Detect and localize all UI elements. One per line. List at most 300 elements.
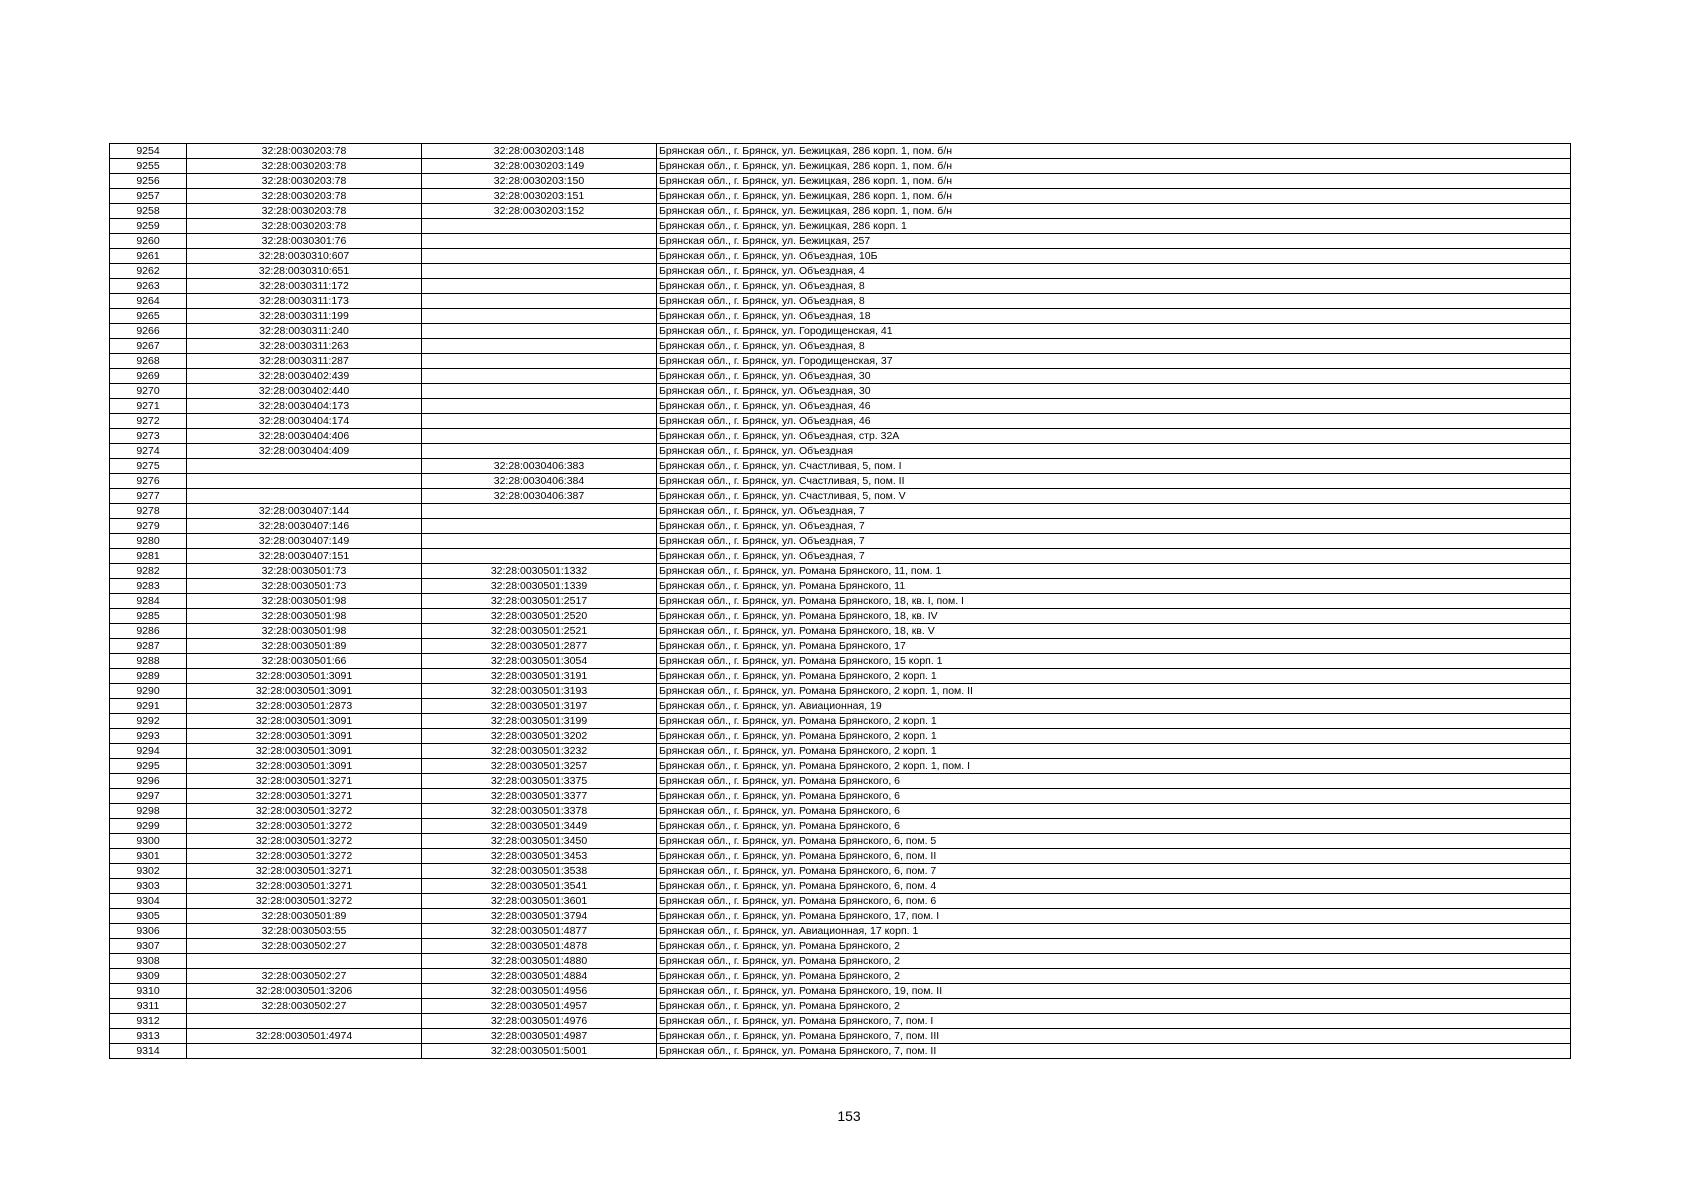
row-number-cell: 9313 <box>110 1029 187 1044</box>
cadastral-number-cell <box>422 324 657 339</box>
parent-cadastral-number-cell: 32:28:0030407:149 <box>187 534 422 549</box>
parent-cadastral-number-cell: 32:28:0030501:3091 <box>187 759 422 774</box>
cadastral-number-cell: 32:28:0030501:4880 <box>422 954 657 969</box>
table-row <box>110 549 1571 564</box>
row-number-cell: 9286 <box>110 624 187 639</box>
table-row <box>110 789 1571 804</box>
table-row <box>110 219 1571 234</box>
row-number-cell: 9307 <box>110 939 187 954</box>
table-row <box>110 504 1571 519</box>
cadastral-number-cell: 32:28:0030501:3191 <box>422 669 657 684</box>
address-cell: Брянская обл., г. Брянск, ул. Объездная, 10Б <box>657 249 1571 264</box>
cadastral-number-cell <box>422 234 657 249</box>
table-row <box>110 804 1571 819</box>
table-row <box>110 864 1571 879</box>
table-row <box>110 204 1571 219</box>
table-row <box>110 159 1571 174</box>
table-row <box>110 309 1571 324</box>
row-number-cell: 9294 <box>110 744 187 759</box>
address-cell: Брянская обл., г. Брянск, ул. Романа Брянского, 6, пом. 4 <box>657 879 1571 894</box>
address-cell: Брянская обл., г. Брянск, ул. Объездная <box>657 444 1571 459</box>
parent-cadastral-number-cell <box>187 459 422 474</box>
row-number-cell: 9284 <box>110 594 187 609</box>
row-number-cell: 9265 <box>110 309 187 324</box>
row-number-cell: 9264 <box>110 294 187 309</box>
table-row <box>110 684 1571 699</box>
row-number-cell: 9254 <box>110 144 187 159</box>
cadastral-number-cell: 32:28:0030501:1339 <box>422 579 657 594</box>
parent-cadastral-number-cell: 32:28:0030501:89 <box>187 909 422 924</box>
table-row <box>110 1044 1571 1059</box>
row-number-cell: 9304 <box>110 894 187 909</box>
address-cell: Брянская обл., г. Брянск, ул. Счастливая, 5, пом. I <box>657 459 1571 474</box>
address-cell: Брянская обл., г. Брянск, ул. Объездная, 18 <box>657 309 1571 324</box>
row-number-cell: 9266 <box>110 324 187 339</box>
table-row <box>110 264 1571 279</box>
table-row <box>110 414 1571 429</box>
row-number-cell: 9300 <box>110 834 187 849</box>
address-cell: Брянская обл., г. Брянск, ул. Романа Брянского, 6 <box>657 774 1571 789</box>
row-number-cell: 9298 <box>110 804 187 819</box>
parent-cadastral-number-cell: 32:28:0030311:173 <box>187 294 422 309</box>
table-row <box>110 594 1571 609</box>
table-row <box>110 249 1571 264</box>
address-cell: Брянская обл., г. Брянск, ул. Бежицкая, 286 корп. 1, пом. б/н <box>657 189 1571 204</box>
address-cell: Брянская обл., г. Брянск, ул. Объездная, 46 <box>657 399 1571 414</box>
row-number-cell: 9267 <box>110 339 187 354</box>
table-row <box>110 354 1571 369</box>
parent-cadastral-number-cell: 32:28:0030203:78 <box>187 144 422 159</box>
row-number-cell: 9283 <box>110 579 187 594</box>
parent-cadastral-number-cell: 32:28:0030502:27 <box>187 939 422 954</box>
address-cell: Брянская обл., г. Брянск, ул. Объездная, 30 <box>657 384 1571 399</box>
parent-cadastral-number-cell: 32:28:0030501:3091 <box>187 744 422 759</box>
address-cell: Брянская обл., г. Брянск, ул. Романа Брянского, 19, пом. II <box>657 984 1571 999</box>
parent-cadastral-number-cell: 32:28:0030311:263 <box>187 339 422 354</box>
table-row <box>110 819 1571 834</box>
row-number-cell: 9255 <box>110 159 187 174</box>
cadastral-number-cell: 32:28:0030501:4987 <box>422 1029 657 1044</box>
parent-cadastral-number-cell: 32:28:0030203:78 <box>187 174 422 189</box>
address-cell: Брянская обл., г. Брянск, ул. Романа Брянского, 6, пом. 6 <box>657 894 1571 909</box>
row-number-cell: 9303 <box>110 879 187 894</box>
table-row <box>110 324 1571 339</box>
parent-cadastral-number-cell: 32:28:0030311:199 <box>187 309 422 324</box>
row-number-cell: 9287 <box>110 639 187 654</box>
cadastral-number-cell: 32:28:0030501:3453 <box>422 849 657 864</box>
row-number-cell: 9256 <box>110 174 187 189</box>
parent-cadastral-number-cell: 32:28:0030501:3271 <box>187 879 422 894</box>
address-cell: Брянская обл., г. Брянск, ул. Романа Брянского, 2 корп. 1 <box>657 669 1571 684</box>
parent-cadastral-number-cell <box>187 474 422 489</box>
parent-cadastral-number-cell: 32:28:0030501:3271 <box>187 789 422 804</box>
table-row <box>110 654 1571 669</box>
row-number-cell: 9291 <box>110 699 187 714</box>
row-number-cell: 9301 <box>110 849 187 864</box>
address-cell: Брянская обл., г. Брянск, ул. Романа Брянского, 7, пом. III <box>657 1029 1571 1044</box>
parent-cadastral-number-cell: 32:28:0030501:3091 <box>187 714 422 729</box>
cadastral-number-cell: 32:28:0030501:3378 <box>422 804 657 819</box>
row-number-cell: 9308 <box>110 954 187 969</box>
row-number-cell: 9279 <box>110 519 187 534</box>
parent-cadastral-number-cell: 32:28:0030501:3272 <box>187 819 422 834</box>
cadastral-number-cell: 32:28:0030501:3232 <box>422 744 657 759</box>
cadastral-number-cell: 32:28:0030501:3197 <box>422 699 657 714</box>
table-row <box>110 714 1571 729</box>
row-number-cell: 9309 <box>110 969 187 984</box>
table-row <box>110 984 1571 999</box>
address-cell: Брянская обл., г. Брянск, ул. Счастливая, 5, пом. V <box>657 489 1571 504</box>
address-cell: Брянская обл., г. Брянск, ул. Романа Брянского, 17 <box>657 639 1571 654</box>
cadastral-number-cell: 32:28:0030501:4956 <box>422 984 657 999</box>
table-row <box>110 744 1571 759</box>
address-cell: Брянская обл., г. Брянск, ул. Объездная, 8 <box>657 279 1571 294</box>
parent-cadastral-number-cell: 32:28:0030203:78 <box>187 219 422 234</box>
parent-cadastral-number-cell: 32:28:0030501:3271 <box>187 774 422 789</box>
address-cell: Брянская обл., г. Брянск, ул. Романа Брянского, 6, пом. 7 <box>657 864 1571 879</box>
table-row <box>110 624 1571 639</box>
cadastral-number-cell: 32:28:0030203:152 <box>422 204 657 219</box>
table-row <box>110 189 1571 204</box>
row-number-cell: 9302 <box>110 864 187 879</box>
parent-cadastral-number-cell: 32:28:0030501:3091 <box>187 684 422 699</box>
address-cell: Брянская обл., г. Брянск, ул. Счастливая, 5, пом. II <box>657 474 1571 489</box>
row-number-cell: 9282 <box>110 564 187 579</box>
row-number-cell: 9281 <box>110 549 187 564</box>
cadastral-number-cell: 32:28:0030501:3450 <box>422 834 657 849</box>
page-number: 153 <box>837 1108 861 1124</box>
parent-cadastral-number-cell: 32:28:0030501:3272 <box>187 804 422 819</box>
address-cell: Брянская обл., г. Брянск, ул. Авиационная, 17 корп. 1 <box>657 924 1571 939</box>
parent-cadastral-number-cell: 32:28:0030407:144 <box>187 504 422 519</box>
address-cell: Брянская обл., г. Брянск, ул. Романа Брянского, 15 корп. 1 <box>657 654 1571 669</box>
parent-cadastral-number-cell: 32:28:0030502:27 <box>187 999 422 1014</box>
row-number-cell: 9261 <box>110 249 187 264</box>
row-number-cell: 9272 <box>110 414 187 429</box>
cadastral-number-cell: 32:28:0030501:3377 <box>422 789 657 804</box>
property-register-table <box>109 143 1571 1059</box>
table-row <box>110 339 1571 354</box>
address-cell: Брянская обл., г. Брянск, ул. Бежицкая, 286 корп. 1, пом. б/н <box>657 174 1571 189</box>
row-number-cell: 9310 <box>110 984 187 999</box>
parent-cadastral-number-cell: 32:28:0030503:55 <box>187 924 422 939</box>
cadastral-number-cell <box>422 534 657 549</box>
table-row <box>110 579 1571 594</box>
row-number-cell: 9276 <box>110 474 187 489</box>
table-row <box>110 234 1571 249</box>
table-row <box>110 294 1571 309</box>
cadastral-number-cell: 32:28:0030501:3054 <box>422 654 657 669</box>
table-body <box>110 144 1571 1059</box>
cadastral-number-cell: 32:28:0030501:3257 <box>422 759 657 774</box>
parent-cadastral-number-cell: 32:28:0030203:78 <box>187 159 422 174</box>
cadastral-number-cell: 32:28:0030501:4878 <box>422 939 657 954</box>
address-cell: Брянская обл., г. Брянск, ул. Объездная, 4 <box>657 264 1571 279</box>
cadastral-number-cell: 32:28:0030501:3193 <box>422 684 657 699</box>
cadastral-number-cell <box>422 429 657 444</box>
parent-cadastral-number-cell: 32:28:0030501:3091 <box>187 669 422 684</box>
parent-cadastral-number-cell: 32:28:0030404:174 <box>187 414 422 429</box>
parent-cadastral-number-cell: 32:28:0030501:3272 <box>187 894 422 909</box>
cadastral-number-cell <box>422 519 657 534</box>
cadastral-number-cell: 32:28:0030501:1332 <box>422 564 657 579</box>
row-number-cell: 9259 <box>110 219 187 234</box>
address-cell: Брянская обл., г. Брянск, ул. Бежицкая, 286 корп. 1 <box>657 219 1571 234</box>
cadastral-number-cell <box>422 354 657 369</box>
table-row <box>110 924 1571 939</box>
address-cell: Брянская обл., г. Брянск, ул. Объездная, 7 <box>657 504 1571 519</box>
parent-cadastral-number-cell: 32:28:0030501:3272 <box>187 834 422 849</box>
table-row <box>110 774 1571 789</box>
parent-cadastral-number-cell: 32:28:0030402:439 <box>187 369 422 384</box>
address-cell: Брянская обл., г. Брянск, ул. Объездная, 46 <box>657 414 1571 429</box>
address-cell: Брянская обл., г. Брянск, ул. Романа Брянского, 18, кв. I, пом. I <box>657 594 1571 609</box>
table-row <box>110 474 1571 489</box>
address-cell: Брянская обл., г. Брянск, ул. Бежицкая, 286 корп. 1, пом. б/н <box>657 204 1571 219</box>
cadastral-number-cell: 32:28:0030203:150 <box>422 174 657 189</box>
cadastral-number-cell <box>422 399 657 414</box>
cadastral-number-cell: 32:28:0030406:387 <box>422 489 657 504</box>
row-number-cell: 9288 <box>110 654 187 669</box>
cadastral-number-cell <box>422 309 657 324</box>
table-row <box>110 939 1571 954</box>
cadastral-number-cell <box>422 369 657 384</box>
address-cell: Брянская обл., г. Брянск, ул. Городищенская, 37 <box>657 354 1571 369</box>
address-cell: Брянская обл., г. Брянск, ул. Романа Брянского, 2 корп. 1 <box>657 714 1571 729</box>
parent-cadastral-number-cell: 32:28:0030404:409 <box>187 444 422 459</box>
address-cell: Брянская обл., г. Брянск, ул. Объездная, стр. 32А <box>657 429 1571 444</box>
cadastral-number-cell: 32:28:0030501:5001 <box>422 1044 657 1059</box>
cadastral-number-cell: 32:28:0030501:4957 <box>422 999 657 1014</box>
address-cell: Брянская обл., г. Брянск, ул. Городищенская, 41 <box>657 324 1571 339</box>
address-cell: Брянская обл., г. Брянск, ул. Объездная, 7 <box>657 519 1571 534</box>
row-number-cell: 9262 <box>110 264 187 279</box>
cadastral-number-cell: 32:28:0030501:3375 <box>422 774 657 789</box>
parent-cadastral-number-cell: 32:28:0030501:3091 <box>187 729 422 744</box>
address-cell: Брянская обл., г. Брянск, ул. Романа Брянского, 7, пом. I <box>657 1014 1571 1029</box>
table-row <box>110 759 1571 774</box>
parent-cadastral-number-cell: 32:28:0030501:66 <box>187 654 422 669</box>
address-cell: Брянская обл., г. Брянск, ул. Романа Брянского, 2 корп. 1, пом. II <box>657 684 1571 699</box>
parent-cadastral-number-cell: 32:28:0030501:98 <box>187 624 422 639</box>
address-cell: Брянская обл., г. Брянск, ул. Романа Брянского, 7, пом. II <box>657 1044 1571 1059</box>
row-number-cell: 9268 <box>110 354 187 369</box>
cadastral-number-cell <box>422 219 657 234</box>
table-row <box>110 519 1571 534</box>
parent-cadastral-number-cell: 32:28:0030404:406 <box>187 429 422 444</box>
table-row <box>110 729 1571 744</box>
address-cell: Брянская обл., г. Брянск, ул. Бежицкая, 257 <box>657 234 1571 249</box>
row-number-cell: 9275 <box>110 459 187 474</box>
cadastral-number-cell: 32:28:0030501:2517 <box>422 594 657 609</box>
row-number-cell: 9269 <box>110 369 187 384</box>
address-cell: Брянская обл., г. Брянск, ул. Романа Брянского, 2 корп. 1 <box>657 744 1571 759</box>
cadastral-number-cell <box>422 249 657 264</box>
address-cell: Брянская обл., г. Брянск, ул. Романа Брянского, 6, пом. 5 <box>657 834 1571 849</box>
table-row <box>110 429 1571 444</box>
cadastral-number-cell: 32:28:0030501:3541 <box>422 879 657 894</box>
parent-cadastral-number-cell <box>187 1044 422 1059</box>
table-row <box>110 279 1571 294</box>
parent-cadastral-number-cell: 32:28:0030501:73 <box>187 564 422 579</box>
row-number-cell: 9289 <box>110 669 187 684</box>
address-cell: Брянская обл., г. Брянск, ул. Романа Брянского, 2 корп. 1, пом. I <box>657 759 1571 774</box>
address-cell: Брянская обл., г. Брянск, ул. Романа Брянского, 2 <box>657 999 1571 1014</box>
table-row <box>110 699 1571 714</box>
address-cell: Брянская обл., г. Брянск, ул. Бежицкая, 286 корп. 1, пом. б/н <box>657 144 1571 159</box>
table-row <box>110 384 1571 399</box>
row-number-cell: 9311 <box>110 999 187 1014</box>
cadastral-number-cell: 32:28:0030501:2520 <box>422 609 657 624</box>
address-cell: Брянская обл., г. Брянск, ул. Романа Брянского, 2 <box>657 939 1571 954</box>
cadastral-number-cell: 32:28:0030406:384 <box>422 474 657 489</box>
address-cell: Брянская обл., г. Брянск, ул. Объездная, 7 <box>657 534 1571 549</box>
table-row <box>110 999 1571 1014</box>
parent-cadastral-number-cell <box>187 1014 422 1029</box>
table-row <box>110 1029 1571 1044</box>
table-row <box>110 369 1571 384</box>
cadastral-number-cell <box>422 279 657 294</box>
table-row <box>110 879 1571 894</box>
parent-cadastral-number-cell: 32:28:0030501:98 <box>187 594 422 609</box>
parent-cadastral-number-cell: 32:28:0030502:27 <box>187 969 422 984</box>
table-row <box>110 849 1571 864</box>
address-cell: Брянская обл., г. Брянск, ул. Авиационная, 19 <box>657 699 1571 714</box>
address-cell: Брянская обл., г. Брянск, ул. Объездная, 7 <box>657 549 1571 564</box>
table-row <box>110 174 1571 189</box>
row-number-cell: 9280 <box>110 534 187 549</box>
address-cell: Брянская обл., г. Брянск, ул. Романа Брянского, 18, кв. V <box>657 624 1571 639</box>
table-row <box>110 144 1571 159</box>
cadastral-number-cell: 32:28:0030501:4976 <box>422 1014 657 1029</box>
cadastral-number-cell: 32:28:0030203:148 <box>422 144 657 159</box>
parent-cadastral-number-cell: 32:28:0030310:651 <box>187 264 422 279</box>
cadastral-number-cell <box>422 264 657 279</box>
row-number-cell: 9277 <box>110 489 187 504</box>
parent-cadastral-number-cell: 32:28:0030311:287 <box>187 354 422 369</box>
address-cell: Брянская обл., г. Брянск, ул. Романа Брянского, 11 <box>657 579 1571 594</box>
cadastral-number-cell: 32:28:0030501:3202 <box>422 729 657 744</box>
table-row <box>110 399 1571 414</box>
parent-cadastral-number-cell: 32:28:0030501:4974 <box>187 1029 422 1044</box>
table-row <box>110 444 1571 459</box>
cadastral-number-cell: 32:28:0030501:3538 <box>422 864 657 879</box>
parent-cadastral-number-cell: 32:28:0030404:173 <box>187 399 422 414</box>
cadastral-number-cell: 32:28:0030501:3449 <box>422 819 657 834</box>
row-number-cell: 9278 <box>110 504 187 519</box>
row-number-cell: 9314 <box>110 1044 187 1059</box>
address-cell: Брянская обл., г. Брянск, ул. Бежицкая, 286 корп. 1, пом. б/н <box>657 159 1571 174</box>
cadastral-number-cell <box>422 549 657 564</box>
address-cell: Брянская обл., г. Брянск, ул. Романа Брянского, 6 <box>657 804 1571 819</box>
row-number-cell: 9273 <box>110 429 187 444</box>
row-number-cell: 9306 <box>110 924 187 939</box>
parent-cadastral-number-cell: 32:28:0030311:172 <box>187 279 422 294</box>
cadastral-number-cell: 32:28:0030203:149 <box>422 159 657 174</box>
address-cell: Брянская обл., г. Брянск, ул. Романа Брянского, 11, пом. 1 <box>657 564 1571 579</box>
parent-cadastral-number-cell: 32:28:0030501:3272 <box>187 849 422 864</box>
parent-cadastral-number-cell: 32:28:0030301:76 <box>187 234 422 249</box>
cadastral-number-cell: 32:28:0030501:4884 <box>422 969 657 984</box>
row-number-cell: 9271 <box>110 399 187 414</box>
row-number-cell: 9260 <box>110 234 187 249</box>
cadastral-number-cell: 32:28:0030501:4877 <box>422 924 657 939</box>
row-number-cell: 9274 <box>110 444 187 459</box>
address-cell: Брянская обл., г. Брянск, ул. Романа Брянского, 2 <box>657 954 1571 969</box>
cadastral-number-cell: 32:28:0030501:3601 <box>422 894 657 909</box>
cadastral-number-cell <box>422 504 657 519</box>
row-number-cell: 9295 <box>110 759 187 774</box>
row-number-cell: 9263 <box>110 279 187 294</box>
cadastral-number-cell <box>422 384 657 399</box>
row-number-cell: 9290 <box>110 684 187 699</box>
table-row <box>110 969 1571 984</box>
parent-cadastral-number-cell: 32:28:0030501:98 <box>187 609 422 624</box>
row-number-cell: 9297 <box>110 789 187 804</box>
parent-cadastral-number-cell: 32:28:0030501:2873 <box>187 699 422 714</box>
row-number-cell: 9292 <box>110 714 187 729</box>
cadastral-number-cell: 32:28:0030501:2521 <box>422 624 657 639</box>
address-cell: Брянская обл., г. Брянск, ул. Романа Брянского, 17, пом. I <box>657 909 1571 924</box>
cadastral-number-cell <box>422 294 657 309</box>
table-row <box>110 909 1571 924</box>
row-number-cell: 9299 <box>110 819 187 834</box>
address-cell: Брянская обл., г. Брянск, ул. Романа Брянского, 2 <box>657 969 1571 984</box>
parent-cadastral-number-cell: 32:28:0030501:3206 <box>187 984 422 999</box>
parent-cadastral-number-cell: 32:28:0030501:89 <box>187 639 422 654</box>
row-number-cell: 9296 <box>110 774 187 789</box>
cadastral-number-cell: 32:28:0030406:383 <box>422 459 657 474</box>
row-number-cell: 9312 <box>110 1014 187 1029</box>
row-number-cell: 9285 <box>110 609 187 624</box>
cadastral-number-cell <box>422 339 657 354</box>
parent-cadastral-number-cell: 32:28:0030310:607 <box>187 249 422 264</box>
parent-cadastral-number-cell <box>187 954 422 969</box>
table-row <box>110 489 1571 504</box>
table-row <box>110 834 1571 849</box>
parent-cadastral-number-cell: 32:28:0030402:440 <box>187 384 422 399</box>
parent-cadastral-number-cell: 32:28:0030311:240 <box>187 324 422 339</box>
row-number-cell: 9305 <box>110 909 187 924</box>
address-cell: Брянская обл., г. Брянск, ул. Романа Брянского, 6 <box>657 789 1571 804</box>
address-cell: Брянская обл., г. Брянск, ул. Романа Брянского, 6, пом. II <box>657 849 1571 864</box>
parent-cadastral-number-cell: 32:28:0030203:78 <box>187 204 422 219</box>
table-row <box>110 534 1571 549</box>
address-cell: Брянская обл., г. Брянск, ул. Объездная, 8 <box>657 294 1571 309</box>
parent-cadastral-number-cell <box>187 489 422 504</box>
cadastral-number-cell: 32:28:0030501:2877 <box>422 639 657 654</box>
cadastral-number-cell <box>422 414 657 429</box>
address-cell: Брянская обл., г. Брянск, ул. Романа Брянского, 6 <box>657 819 1571 834</box>
table-row <box>110 669 1571 684</box>
address-cell: Брянская обл., г. Брянск, ул. Объездная, 30 <box>657 369 1571 384</box>
table-row <box>110 1014 1571 1029</box>
table-row <box>110 954 1571 969</box>
table-row <box>110 564 1571 579</box>
parent-cadastral-number-cell: 32:28:0030407:151 <box>187 549 422 564</box>
row-number-cell: 9270 <box>110 384 187 399</box>
cadastral-number-cell: 32:28:0030501:3794 <box>422 909 657 924</box>
parent-cadastral-number-cell: 32:28:0030203:78 <box>187 189 422 204</box>
table-row <box>110 894 1571 909</box>
table-row <box>110 459 1571 474</box>
address-cell: Брянская обл., г. Брянск, ул. Романа Брянского, 2 корп. 1 <box>657 729 1571 744</box>
parent-cadastral-number-cell: 32:28:0030501:73 <box>187 579 422 594</box>
cadastral-number-cell: 32:28:0030501:3199 <box>422 714 657 729</box>
parent-cadastral-number-cell: 32:28:0030407:146 <box>187 519 422 534</box>
cadastral-number-cell <box>422 444 657 459</box>
row-number-cell: 9293 <box>110 729 187 744</box>
